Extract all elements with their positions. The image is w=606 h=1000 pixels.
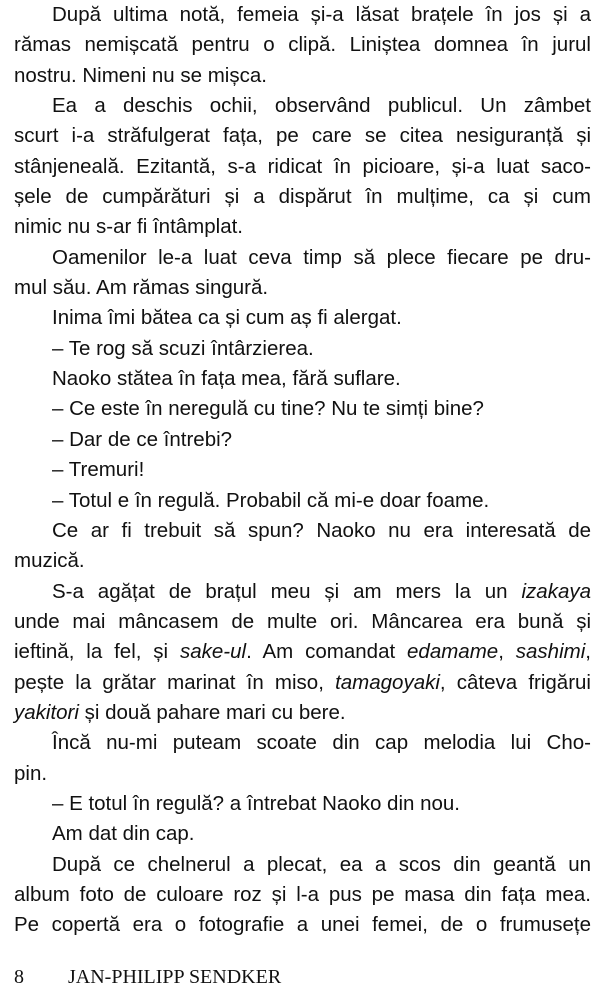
- text-line: [14, 850, 591, 880]
- text-line: [14, 607, 591, 637]
- text-line: [14, 637, 591, 667]
- text-segment: . Am comandat: [246, 640, 408, 664]
- text-segment: muzică.: [14, 549, 85, 573]
- text-segment: Oamenilor le-a luat ceva timp să plece fiecare pe dru-: [52, 245, 591, 269]
- text-segment: – Te rog să scuzi întârzierea.: [52, 336, 314, 360]
- text-segment: rămas nemișcată pentru o clipă. Liniștea domnea în jurul: [14, 33, 591, 57]
- italic-text-segment: tamagoyaki: [335, 670, 440, 694]
- text-segment: S-a agățat de brațul meu și am mers la un: [52, 579, 522, 603]
- text-segment: nimic nu s-ar fi întâmplat.: [14, 215, 243, 239]
- text-line: [14, 152, 591, 182]
- page-number: 8: [14, 966, 24, 988]
- text-line: [14, 819, 591, 849]
- running-header-author: JAN-PHILIPP SENDKER: [68, 966, 282, 988]
- text-line: [14, 486, 591, 516]
- italic-text-segment: sashimi: [515, 640, 586, 664]
- body-text: [14, 0, 591, 941]
- text-segment: Am dat din cap.: [52, 822, 195, 846]
- text-line: [14, 0, 591, 30]
- text-line: [14, 759, 591, 789]
- text-line: [14, 121, 591, 151]
- text-segment: scurt i-a străfulgerat fața, pe care se citea nesiguranță și: [14, 124, 591, 148]
- text-line: [14, 303, 591, 333]
- italic-text-segment: izakaya: [521, 579, 591, 603]
- text-segment: După ce chelnerul a plecat, ea a scos din geantă un: [52, 852, 591, 876]
- italic-text-segment: edamame: [407, 640, 499, 664]
- text-line: [14, 30, 591, 60]
- text-line: [14, 364, 591, 394]
- text-line: [14, 577, 591, 607]
- text-line: [14, 334, 591, 364]
- text-segment: unde mai mâncasem de multe ori. Mâncarea era bună și: [14, 609, 591, 633]
- text-line: [14, 212, 591, 242]
- text-line: [14, 789, 591, 819]
- text-line: [14, 394, 591, 424]
- text-line: [14, 273, 591, 303]
- text-segment: – Dar de ce întrebi?: [52, 427, 233, 451]
- text-line: [14, 455, 591, 485]
- text-segment: stânjeneală. Ezitantă, s-a ridicat în picioare, și-a luat saco-: [14, 154, 591, 178]
- text-segment: – E totul în regulă? a întrebat Naoko din nou.: [52, 791, 460, 815]
- text-line: [14, 728, 591, 758]
- text-segment: nostru. Nimeni nu se mișca.: [14, 63, 267, 87]
- text-segment: , câteva frigărui: [439, 670, 591, 694]
- text-segment: Încă nu-mi puteam scoate din cap melodia lui Cho-: [52, 731, 591, 755]
- text-segment: ieftină, la fel, și: [14, 640, 180, 664]
- text-line: [14, 698, 591, 728]
- text-line: [14, 61, 591, 91]
- italic-text-segment: yakitori: [14, 700, 79, 724]
- italic-text-segment: sake-ul: [179, 640, 247, 664]
- text-segment: și două pahare mari cu bere.: [78, 700, 346, 724]
- text-segment: După ultima notă, femeia și-a lăsat brațele în jos și a: [52, 3, 591, 26]
- text-line: [14, 516, 591, 546]
- text-segment: șele de cumpărături și a dispărut în mulțime, ca și cum: [14, 185, 591, 209]
- text-line: [14, 910, 591, 940]
- text-segment: ,: [585, 640, 591, 664]
- text-segment: ,: [498, 640, 516, 664]
- text-segment: album foto de culoare roz și l-a pus pe masa din fața mea.: [14, 882, 591, 906]
- text-segment: Inima îmi bătea ca și cum aș fi alergat.: [52, 306, 402, 330]
- text-line: [14, 182, 591, 212]
- text-segment: Ea a deschis ochii, observând publicul. Un zâmbet: [52, 94, 591, 118]
- text-segment: – Tremuri!: [52, 458, 145, 482]
- text-segment: Naoko stătea în fața mea, fără suflare.: [52, 367, 401, 391]
- text-line: [14, 243, 591, 273]
- text-segment: Ce ar fi trebuit să spun? Naoko nu era interesată de: [52, 518, 591, 542]
- text-line: [14, 546, 591, 576]
- text-segment: pin.: [14, 761, 48, 785]
- text-line: [14, 91, 591, 121]
- text-line: [14, 880, 591, 910]
- text-line: [14, 668, 591, 698]
- text-segment: pește la grătar marinat în miso,: [14, 670, 336, 694]
- text-segment: – Ce este în neregulă cu tine? Nu te simți bine?: [52, 397, 484, 421]
- text-segment: mul său. Am rămas singură.: [14, 276, 269, 300]
- text-line: [14, 425, 591, 455]
- page-footer: [14, 966, 281, 989]
- text-segment: – Totul e în regulă. Probabil că mi-e doar foame.: [52, 488, 490, 512]
- text-segment: Pe copertă era o fotografie a unei femei, de o frumusețe: [14, 913, 591, 937]
